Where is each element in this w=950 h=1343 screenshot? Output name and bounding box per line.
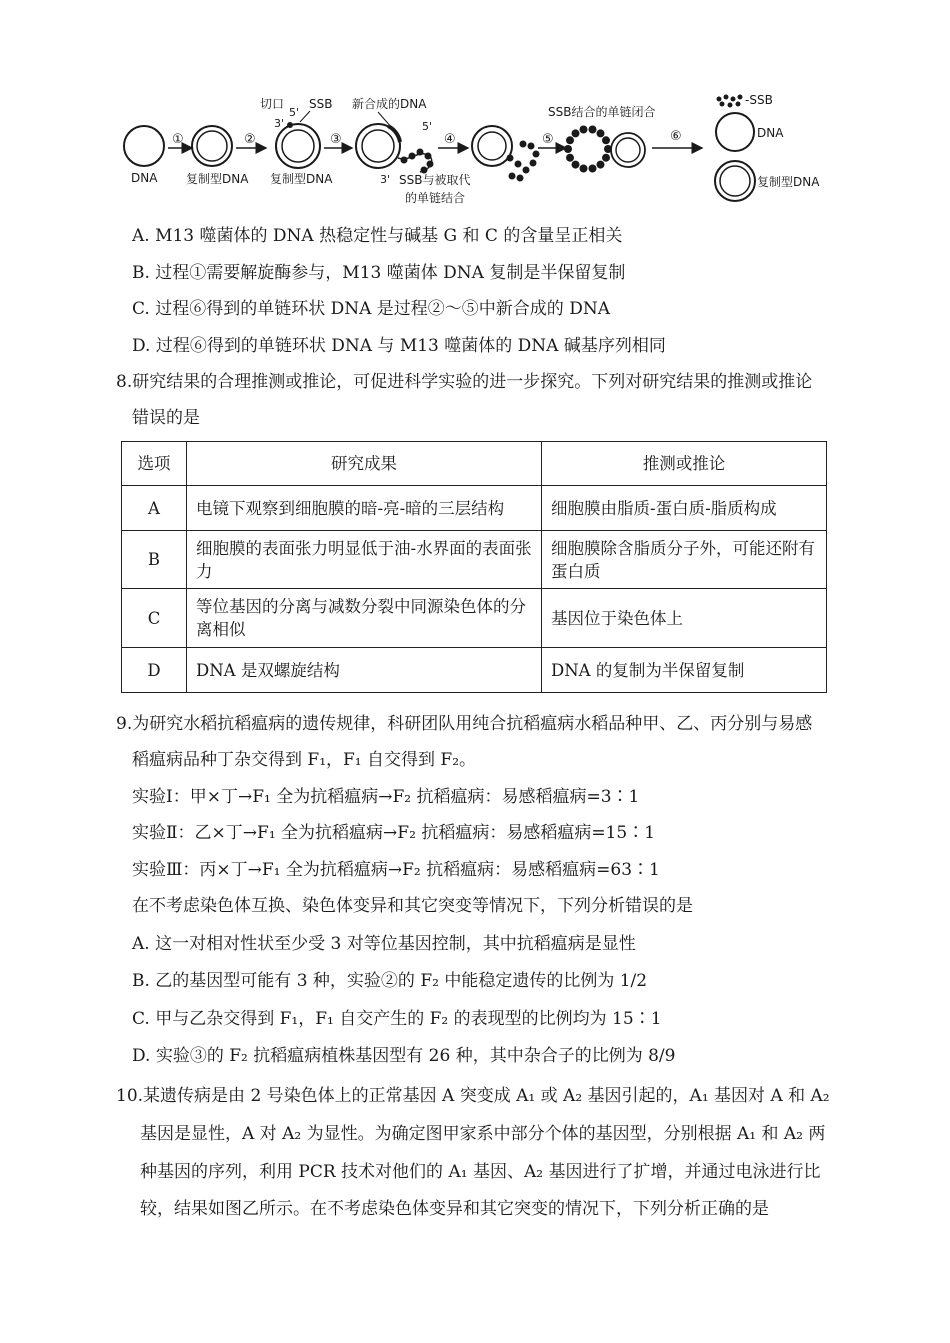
label-3prime-a: 3' [274,117,285,130]
ssb-bead [530,160,537,167]
step-5-label: ⑤ [542,132,554,147]
q8-row-result: 电镜下观察到细胞膜的暗-亮-暗的三层结构 [187,486,542,531]
ssb-bead [589,165,597,173]
label-5prime-b: 5' [422,120,433,133]
q8-header-inference: 推测或推论 [542,442,827,486]
ssb-bead [417,149,424,156]
q7-option-d: D. 过程⑥得到的单链环状 DNA 与 M13 噬菌体的 DNA 碱基序列相同 [132,336,666,356]
table-row [122,486,827,531]
ssb-ring [564,126,612,173]
label-dna: DNA [131,171,158,185]
ssb-bead [287,122,293,128]
label-5prime-a: 5' [289,106,300,119]
replicative-dna-after-inner [616,138,640,162]
q8-row-inference: 基因位于染色体上 [542,589,827,648]
step-1-label: ① [172,132,184,147]
q9-option-d: D. 实验③的 F₂ 抗稻瘟病植株基因型有 26 种，其中杂合子的比例为 8/9 [132,1046,676,1066]
q10-line-4: 较，结果如图乙所示。在不考虑染色体变异和其它突变的情况下，下列分析正确的是 [140,1199,769,1219]
ssb-bead [515,161,522,168]
q8-row-option: D [122,648,187,693]
table-row [122,589,827,648]
ssb-bead [528,143,535,150]
label-replicative-dna-1: 复制型DNA [186,172,249,186]
q8-row-result: DNA 是双螺旋结构 [187,648,542,693]
new-strand-arc [388,126,400,142]
ssb-bead [580,165,588,173]
label-ssb-replaced-2: 的单链结合 [405,191,466,205]
q8-stem-line-1: 8.研究结果的合理推测或推论，可促进科学实验的进一步探究。下列对研究结果的推测或推论 [116,372,813,392]
q10-line-1: 10.某遗传病是由 2 号染色体上的正常基因 A 突变成 A₁ 或 A₂ 基因引起的，A₁ 基因对 A 和 A₂ [116,1086,830,1106]
label-ssb-a: SSB [309,97,333,111]
q9-option-b: B. 乙的基因型可能有 3 种，实验②的 F₂ 中能稳定遗传的比例为 1/2 [132,971,648,991]
ssb-bead [523,167,530,174]
ssb-bead [589,126,597,134]
ssb-bead [564,145,572,153]
ssb-bead [520,141,527,148]
q7-option-a: A. M13 噬菌体的 DNA 热稳定性与碱基 G 和 C 的含量呈正相关 [132,226,623,246]
q8-row-option: C [122,589,187,648]
table-row [122,531,827,589]
label-dna-product: DNA [757,126,784,140]
ssb-bead [517,175,524,182]
step-4-label: ④ [444,132,456,147]
ssb-bead [580,126,588,134]
q8-header-result: 研究成果 [187,442,542,486]
ssb-bead [401,157,408,164]
ssb-bead [409,153,416,160]
label-replicative-dna-product: 复制型DNA [757,175,820,189]
q8-table [121,441,827,693]
q8-table-header-row [122,442,827,486]
label-ssb-legend: -SSB [745,93,773,107]
rolling-circle-inner [362,130,394,162]
replicative-dna-circle-outer [192,126,232,166]
q7-option-b: B. 过程①需要解旋酶参与，M13 噬菌体 DNA 复制是半保留复制 [132,263,626,283]
loop-stage-inner [478,132,506,160]
ssb-pointer [300,111,310,122]
q10-line-3: 种基因的序列，利用 PCR 技术对他们的 A₁ 基因、A₂ 基因进行了扩增，并通过电泳进行比 [140,1162,821,1182]
product-replicative-outer [715,161,755,201]
q9-experiment-2: 实验Ⅱ：乙×丁→F₁ 全为抗稻瘟病→F₂ 抗稻瘟病：易感稻瘟病=15∶1 [132,823,656,843]
step-2-label: ② [244,132,256,147]
ssb-bead [572,161,580,169]
q10-line-2: 基因是显性，A 对 A₂ 为显性。为确定图甲家系中部分个体的基因型，分别根据 A₁ 和 A₂ 两 [140,1124,826,1144]
ssb-bead [427,161,434,168]
label-new-dna: 新合成的DNA [352,97,427,111]
ssb-bead [533,151,540,158]
step-6-label: ⑥ [670,129,682,144]
q8-row-result: 等位基因的分离与减数分裂中同源染色体的分离相似 [187,589,542,648]
q8-row-option: B [122,531,187,589]
ssb-bead [566,136,574,144]
q8-row-inference: 细胞膜除含脂质分子外，可能还附有蛋白质 [542,531,827,589]
q9-experiment-1: 实验Ⅰ：甲×丁→F₁ 全为抗稻瘟病→F₂ 抗稻瘟病：易感稻瘟病=3∶1 [132,787,640,807]
dna-circle [124,126,164,166]
step-3-label: ③ [330,132,342,147]
q9-option-a: A. 这一对相对性状至少受 3 对等位基因控制，其中抗稻瘟病是显性 [132,934,636,954]
table-row [122,648,827,693]
ssb-bead [602,136,610,144]
q8-row-inference: DNA 的复制为半保留复制 [542,648,827,693]
q9-stem-line-2: 稻瘟病品种丁杂交得到 F₁，F₁ 自交得到 F₂。 [132,750,477,770]
m13-replication-diagram [0,0,950,225]
q7-option-c: C. 过程⑥得到的单链环状 DNA 是过程②～⑤中新合成的 DNA [132,299,610,319]
q8-row-option: A [122,486,187,531]
ssb-bead [507,155,514,162]
label-ssb-closed: SSB结合的单链闭合 [548,105,656,119]
q9-option-c: C. 甲与乙杂交得到 F₁，F₁ 自交产生的 F₂ 的表现型的比例均为 15∶1 [132,1009,662,1029]
q8-row-inference: 细胞膜由脂质-蛋白质-脂质构成 [542,486,827,531]
q9-question: 在不考虑染色体互换、染色体变异和其它突变等情况下，下列分析错误的是 [132,896,693,916]
label-replicative-dna-2: 复制型DNA [270,172,333,186]
product-single-strand-circle [716,113,754,151]
ssb-bead [572,129,580,137]
q8-stem-line-2: 错误的是 [132,408,200,428]
q9-experiment-3: 实验Ⅲ：丙×丁→F₁ 全为抗稻瘟病→F₂ 抗稻瘟病：易感稻瘟病=63∶1 [132,860,660,880]
q8-row-result: 细胞膜的表面张力明显低于油-水界面的表面张力 [187,531,542,589]
ssb-bead [425,153,432,160]
q8-header-option: 选项 [122,442,187,486]
nicked-dna-inner [282,130,314,162]
label-3prime-b: 3' [380,173,391,186]
product-replicative-inner [720,166,750,196]
ssb-bead [602,154,610,162]
replicative-dna-circle-inner [197,131,227,161]
free-ssb-cluster [717,95,743,108]
ssb-bead [566,154,574,162]
ssb-bead [597,129,605,137]
ssb-bead [509,173,516,180]
label-nick: 切口 [260,97,285,111]
q9-stem-line-1: 9.为研究水稻抗稻瘟病的遗传规律，科研团队用纯合抗稻瘟病水稻品种甲、乙、丙分别与易感 [116,714,813,734]
ssb-bead [597,161,605,169]
label-ssb-replaced-1: SSB与被取代 [399,173,471,187]
